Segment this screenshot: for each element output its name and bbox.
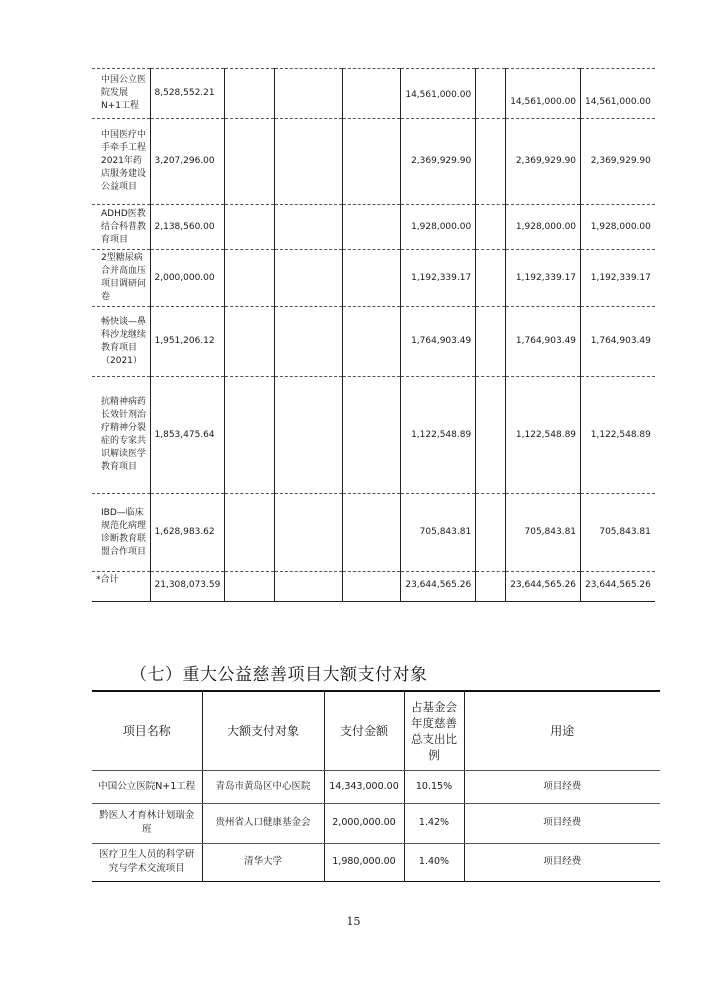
amount-cell: 1,764,903.49 — [581, 307, 655, 377]
empty-cell — [476, 572, 506, 602]
amount-cell: 705,843.81 — [506, 494, 581, 572]
amount-cell: 1,122,548.89 — [401, 377, 476, 494]
amount-cell: 2,369,929.90 — [581, 119, 655, 205]
empty-cell — [343, 307, 401, 377]
amount-cell: 1,192,339.17 — [506, 250, 581, 307]
total-amount: 23,644,565.26 — [401, 572, 476, 602]
project-name: 2型糖尿病合并高血压项目调研问卷 — [92, 250, 150, 307]
header-use: 用途 — [464, 691, 660, 770]
empty-cell — [275, 572, 343, 602]
table-row — [92, 69, 655, 119]
amount-cell: 1,764,903.49 — [506, 307, 581, 377]
empty-cell — [476, 69, 506, 119]
empty-cell — [476, 119, 506, 205]
section-title: （七）重大公益慈善项目大额支付对象 — [130, 665, 428, 685]
empty-cell — [343, 250, 401, 307]
header-amount: 支付金额 — [324, 691, 404, 770]
table-row — [92, 307, 655, 377]
empty-cell — [343, 494, 401, 572]
amount-cell: 2,000,000.00 — [150, 250, 225, 307]
empty-cell — [225, 377, 275, 494]
table-row — [92, 377, 655, 494]
amount-cell: 3,207,296.00 — [150, 119, 225, 205]
total-amount: 23,644,565.26 — [581, 572, 655, 602]
header-row — [92, 691, 660, 770]
amount-cell: 705,843.81 — [581, 494, 655, 572]
empty-cell — [275, 119, 343, 205]
amount-cell: 1,192,339.17 — [581, 250, 655, 307]
amount-cell: 1,122,548.89 — [581, 377, 655, 494]
amount-cell: 2,369,929.90 — [401, 119, 476, 205]
amount-cell: 1,928,000.00 — [401, 205, 476, 250]
amount-cell: 2,138,560.00 — [150, 205, 225, 250]
amount-cell: 1,192,339.17 — [401, 250, 476, 307]
empty-cell — [476, 307, 506, 377]
project-name: 畅快谈—鼻科沙龙继续教育项目（2021） — [92, 307, 150, 377]
empty-cell — [275, 250, 343, 307]
use: 项目经费 — [464, 843, 660, 881]
use: 项目经费 — [464, 803, 660, 843]
total-row — [92, 572, 655, 602]
amount-cell: 1,853,475.64 — [150, 377, 225, 494]
table-row — [92, 119, 655, 205]
empty-cell — [275, 69, 343, 119]
amount-cell: 14,561,000.00 — [401, 69, 476, 119]
header-project: 项目名称 — [92, 691, 202, 770]
amount-cell: 1,628,983.62 — [150, 494, 225, 572]
payee: 清华大学 — [202, 843, 324, 881]
empty-cell — [225, 205, 275, 250]
amount-cell: 8,528,552.21 — [150, 69, 225, 119]
table-row — [92, 843, 660, 881]
project-name: ADHD医教结合科普教育项目 — [92, 205, 150, 250]
amount-cell: 705,843.81 — [401, 494, 476, 572]
project-name: 抗精神病药长效针剂治疗精神分裂症的专家共识解读医学教育项目 — [92, 377, 150, 494]
empty-cell — [343, 572, 401, 602]
amount: 14,343,000.00 — [324, 770, 404, 803]
project-name: 医疗卫生人员的科学研究与学术交流项目 — [92, 843, 202, 881]
amount-cell: 1,764,903.49 — [401, 307, 476, 377]
header-ratio: 占基金会年度慈善总支出比例 — [404, 691, 464, 770]
payee: 贵州省人口健康基金会 — [202, 803, 324, 843]
project-name: IBD—临床规范化病理诊断教育联盟合作项目 — [92, 494, 150, 572]
project-name: 中国医疗中手牵手工程2021年药店服务建设公益项目 — [92, 119, 150, 205]
amount-cell: 14,561,000.00 — [506, 69, 581, 119]
empty-cell — [275, 205, 343, 250]
total-label: *合计 — [92, 572, 150, 602]
empty-cell — [225, 572, 275, 602]
total-amount: 21,308,073.59 — [150, 572, 225, 602]
use: 项目经费 — [464, 770, 660, 803]
empty-cell — [476, 205, 506, 250]
empty-cell — [343, 69, 401, 119]
amount: 1,980,000.00 — [324, 843, 404, 881]
amount-cell: 1,122,548.89 — [506, 377, 581, 494]
empty-cell — [343, 119, 401, 205]
empty-cell — [275, 377, 343, 494]
ratio: 10.15% — [404, 770, 464, 803]
payee: 青岛市黄岛区中心医院 — [202, 770, 324, 803]
projects-table — [92, 68, 655, 602]
table-row — [92, 205, 655, 250]
project-name: 中国公立医院N+1工程 — [92, 770, 202, 803]
empty-cell — [275, 494, 343, 572]
amount-cell: 14,561,000.00 — [581, 69, 655, 119]
empty-cell — [225, 69, 275, 119]
project-name: 黔医人才育林计划瑞金班 — [92, 803, 202, 843]
table-row — [92, 770, 660, 803]
ratio: 1.40% — [404, 843, 464, 881]
header-payee: 大额支付对象 — [202, 691, 324, 770]
page-number: 15 — [346, 915, 361, 928]
empty-cell — [343, 377, 401, 494]
amount-cell: 1,951,206.12 — [150, 307, 225, 377]
total-amount: 23,644,565.26 — [506, 572, 581, 602]
table-row — [92, 250, 655, 307]
empty-cell — [225, 119, 275, 205]
table-row — [92, 803, 660, 843]
empty-cell — [275, 307, 343, 377]
payment-table — [92, 690, 660, 882]
amount: 2,000,000.00 — [324, 803, 404, 843]
amount-cell: 1,928,000.00 — [506, 205, 581, 250]
empty-cell — [225, 494, 275, 572]
empty-cell — [476, 250, 506, 307]
project-name: 中国公立医院发展N+1工程 — [92, 69, 150, 119]
ratio: 1.42% — [404, 803, 464, 843]
empty-cell — [225, 307, 275, 377]
table-row — [92, 494, 655, 572]
empty-cell — [225, 250, 275, 307]
amount-cell: 1,928,000.00 — [581, 205, 655, 250]
empty-cell — [476, 494, 506, 572]
empty-cell — [343, 205, 401, 250]
empty-cell — [476, 377, 506, 494]
amount-cell: 2,369,929.90 — [506, 119, 581, 205]
